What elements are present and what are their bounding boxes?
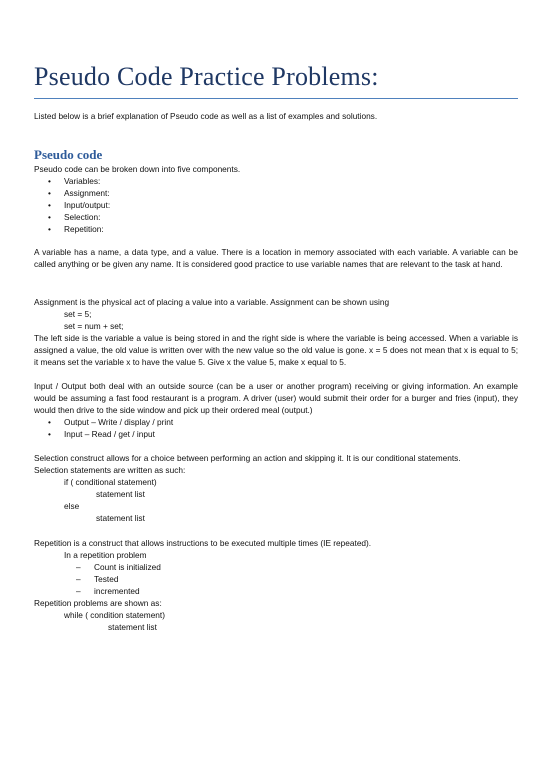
bullet-icon: • [48, 417, 51, 427]
list-item [34, 573, 518, 585]
section-heading: Pseudo code [34, 147, 103, 162]
components-block [34, 163, 518, 235]
list-item [34, 561, 518, 573]
list-item [34, 585, 518, 597]
list-item [34, 223, 518, 235]
repetition-block [34, 537, 518, 633]
code-if-line: if ( conditional statement) [64, 477, 157, 487]
list-item [34, 211, 518, 223]
repetition-problem-intro: In a repetition problem [64, 550, 147, 560]
list-item-label: Output – Write / display / print [64, 417, 174, 427]
assignment-example: set = 5; [64, 309, 92, 319]
bullet-icon: • [48, 188, 51, 198]
bullet-icon: • [48, 429, 51, 439]
list-item-label: Assignment: [64, 188, 110, 198]
repetition-paragraph: Repetition is a construct that allows instructions to be executed multiple times (IE repeated). [34, 538, 372, 548]
code-else-line: else [64, 501, 80, 511]
list-item-label: Input/output: [64, 200, 111, 210]
code-statement-list: statement list [108, 622, 157, 632]
title-underline [34, 98, 518, 99]
list-item-label: Input – Read / get / input [64, 429, 155, 439]
list-item-label: Repetition: [64, 224, 104, 234]
list-item-label: Variables: [64, 176, 101, 186]
bullet-icon: • [48, 212, 51, 222]
list-item [34, 428, 518, 440]
assignment-example: set = num + set; [64, 321, 124, 331]
io-paragraph: Input / Output both deal with an outside source (can be a user or another program) receiving or giving information. An example would be assuming a fast food restaurant is a program. A driver (user) would submit their order for a burger and fries (input), they would then drive to the side window and pick up their ordered meal (output.) [34, 381, 518, 415]
list-item-label: incremented [94, 586, 140, 596]
assignment-paragraph: The left side is the variable a value is being stored in and the right side is where the variable is being accessed. When a variable is assigned a value, the old value is written over with the new value so the old value is gone. x = 5 does not mean that x is equal to 5; it means set the variable x to have the value 5. Give x the value 5, make x equal to 5. [34, 333, 518, 367]
bullet-icon: • [48, 200, 51, 210]
selection-block [34, 452, 518, 524]
code-statement-list: statement list [96, 513, 145, 523]
list-item [34, 416, 518, 428]
variable-paragraph: A variable has a name, a data type, and a value. There is a location in memory associated with each variable. A variable can be called anything or be given any name. It is considered good practice to use variable names that are relevant to the task at hand. [34, 247, 518, 269]
components-intro: Pseudo code can be broken down into five components. [34, 164, 241, 174]
repetition-steps-list [34, 561, 518, 597]
bullet-icon: • [48, 224, 51, 234]
list-item [34, 175, 518, 187]
list-item-label: Tested [94, 574, 119, 584]
code-while-line: while ( condition statement) [64, 610, 165, 620]
selection-intro: Selection statements are written as such: [34, 465, 186, 475]
components-list [34, 175, 518, 235]
repetition-shown-intro: Repetition problems are shown as: [34, 598, 162, 608]
assignment-intro: Assignment is the physical act of placing a value into a variable. Assignment can be shown using [34, 297, 390, 307]
list-item-label: Selection: [64, 212, 101, 222]
code-statement-list: statement list [96, 489, 145, 499]
io-list [34, 416, 518, 440]
dash-icon: – [76, 574, 81, 584]
page-title: Pseudo Code Practice Problems: [34, 62, 379, 91]
list-item [34, 187, 518, 199]
selection-paragraph: Selection construct allows for a choice between performing an action and skipping it. It is our conditional statements. [34, 453, 461, 463]
intro-paragraph: Listed below is a brief explanation of Pseudo code as well as a list of examples and solutions. [34, 111, 378, 121]
list-item [34, 199, 518, 211]
assignment-block [34, 296, 518, 332]
dash-icon: – [76, 562, 81, 572]
list-item-label: Count is initialized [94, 562, 161, 572]
bullet-icon: • [48, 176, 51, 186]
dash-icon: – [76, 586, 81, 596]
